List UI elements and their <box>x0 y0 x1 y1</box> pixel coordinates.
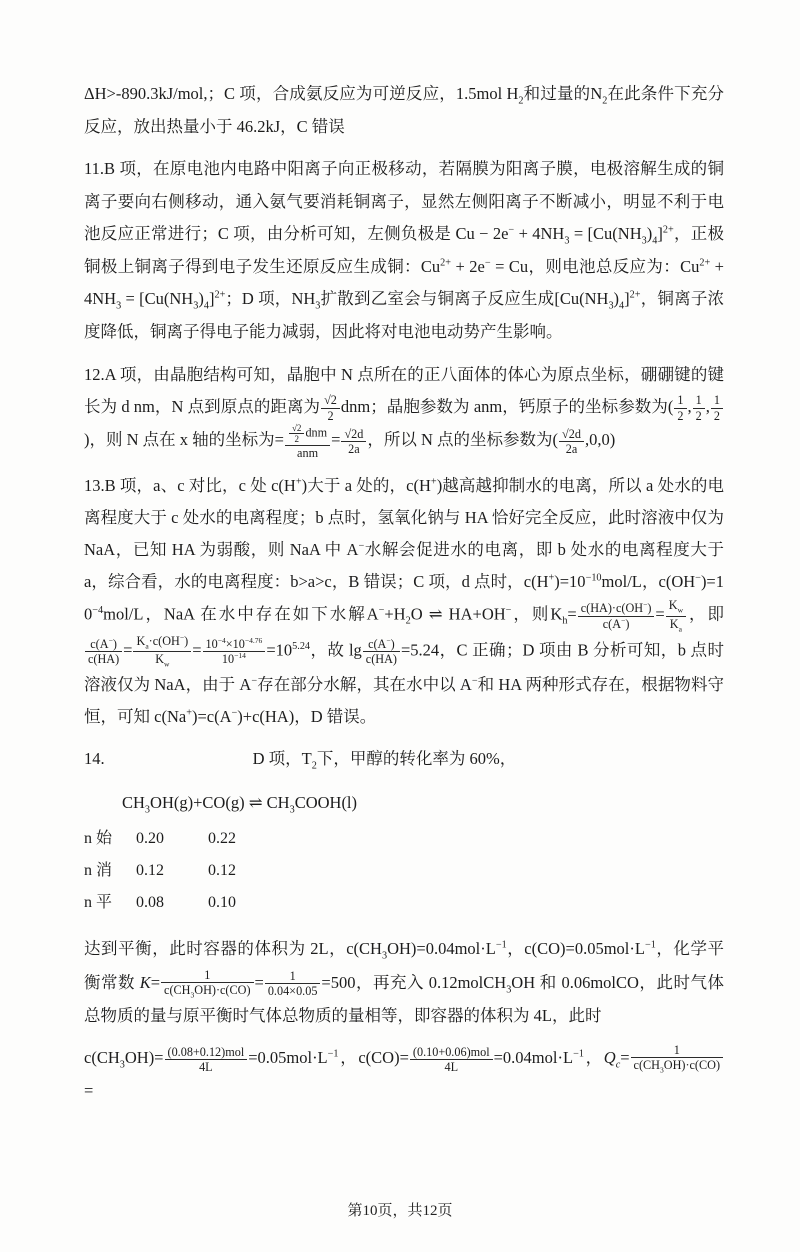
paragraph-q14-calculation: $c(CH_3OH)=$ $\frac{\text{(0.08+0.12)mol}}{4L}$ $=0.05mol\cdot L^{-1}$，c(CO)= $\frac{\text{(0.10+0.06)mol}}{4L}$ $=0.04mol\cdot L^{-1}$，$Q_c=$ $\frac{1}{c(CH_3OH)\cdot c(CO)}$ = <box>84 1042 724 1107</box>
table-row <box>84 855 280 887</box>
cell-value: 0.20 <box>136 830 164 848</box>
paragraph-q11-answer: 11.B 项，在原电池内电路中阳离子向正极移动，若隔膜为阳离子膜，电极溶解生成的铜离子要向右侧移动，通入氨气要消耗铜离子，显然左侧阳离子不断减小，明显不利于电池反应正常进行；C 项，由分析可知，左侧负极是 $Cu - 2e^- + 4NH_3 = [Cu(NH_3)_4]^{2+}$，正极铜极上铜离子得到电子发生还原反应生成铜：$Cu^{2+} + 2e^- = Cu$，则电池总反应为：$Cu^{2+} + 4NH_3 = [Cu(NH_3)_4]^{2+}$；D 项，$NH_3$扩散到乙室会与铜离子反应生成$[Cu(NH_3)_4]^{2+}$，铜离子浓度降低，铜离子得电子能力减弱，因此将对电池电动势产生影响。 <box>84 159 725 342</box>
paragraph-q14-intro <box>84 743 724 776</box>
page-number: 第10页，共12页 <box>347 1203 453 1219</box>
page-content <box>84 78 724 1118</box>
row-label: n 消 <box>84 862 113 880</box>
cell-value: 0.08 <box>136 894 164 912</box>
table-row <box>84 887 280 919</box>
paragraph-q14-equilibrium: 达到平衡，此时容器的体积为 2L，$c(CH_3OH)=0.04mol\cdot L^{-1}$，$c(CO)=0.05mol\cdot L^{-1}$，化学平衡常数 K= $\frac{1}{c(CH_3OH)\cdot c(CO)}$ = $\frac{1}{0.04\times 0.05}$ =500，再充入 0.12molCH$_3$OH 和 0.06molCO，此时气体总物质的量与原平衡时气体总物质的量相等，即容器的体积为 4L，此时 <box>84 939 725 1025</box>
cell-value: 0.12 <box>136 862 164 880</box>
row-label: n 始 <box>84 830 113 848</box>
ice-table <box>84 823 280 919</box>
table-row <box>84 823 280 855</box>
row-label: n 平 <box>84 894 113 912</box>
q14-intro-text: D 项，$T_2$下，甲醇的转化率为 60%， <box>252 749 517 772</box>
cell-value: 0.22 <box>208 830 236 848</box>
paragraph-q13-answer: 13.B 项，a、c 对比，c 处 c(H+)大于 a 处的，c(H+)越高越抑制水的电离，所以 a 处水的电离程度大于 c 处水的电离程度；b 点时，氢氧化钠与 HA 恰好完全反应，此时溶液中仅为 NaA，已知 HA 为弱酸，则 NaA 中 A−水解会促进水的电离，即 b 处水的电离程度大于 a，综合看，水的电离程度：b>a>c，B 错误；C 项，d 点时，$c(H^+)=10^{-10}mol/L$，$c(OH^-)=10^{-4}mol/L$，NaA 在水中存在如下水解$A^-+H_2O$ ⇌ HA+OH−，则$K_h=$ $\frac{c(HA)\cdot c(OH^-)}{c(A^-)}$ = $\frac{K_w}{K_a}$ ，即 $\frac{c(A^-)}{c(HA)}$ = $\frac{K_a\cdot c(OH^-)}{K_w}$ = $\frac{10^{-4}\times 10^{-4.76}}{10^{-14}}$ $=10^{5.24}$，故 lg $\frac{c(A^-)}{c(HA)}$ =5.24，C 正确；D 项由 B 分析可知，b 点时溶液仅为 NaA，由于 A−存在部分水解，其在水中以 A−和 HA 两种形式存在，根据物料守恒，可知 c(Na+)=c(A−)+c(HA)，D 错误。 <box>84 475 725 727</box>
paragraph-q10-continuation: ΔH>-890.3kJ/mol,；C 项，合成氨反应为可逆反应，1.5mol $H_2$和过量的$N_2$在此条件下充分反应，放出热量小于 46.2kJ，C 错误 <box>84 84 724 137</box>
question-number: 14. <box>84 749 105 769</box>
cell-value: 0.12 <box>208 862 236 880</box>
chemical-equation: $CH_3OH(g)+CO(g)$ ⇌ $CH_3COOH(l)$ <box>122 792 358 815</box>
paragraph-q12-answer: 12.A 项，由晶胞结构可知，晶胞中 N 点所在的正八面体的体心为原点坐标，硼硼键的键长为 d nm，N 点到原点的距离为 $\frac{√2}{2}$ dnm；晶胞参数为 anm，钙原子的坐标参数为( $\frac{1}{2}$ , $\frac{1}{2}$ , $\frac{1}{2}$ )，则 N 点在 x 轴的坐标为= $\frac{√2}{2}$ dnm anm = $\frac{√2d}{2a}$ ，所以 N 点的坐标参数为( $\frac{√2d}{2a}$ ,0,0) <box>84 364 724 460</box>
cell-value: 0.10 <box>208 894 236 912</box>
